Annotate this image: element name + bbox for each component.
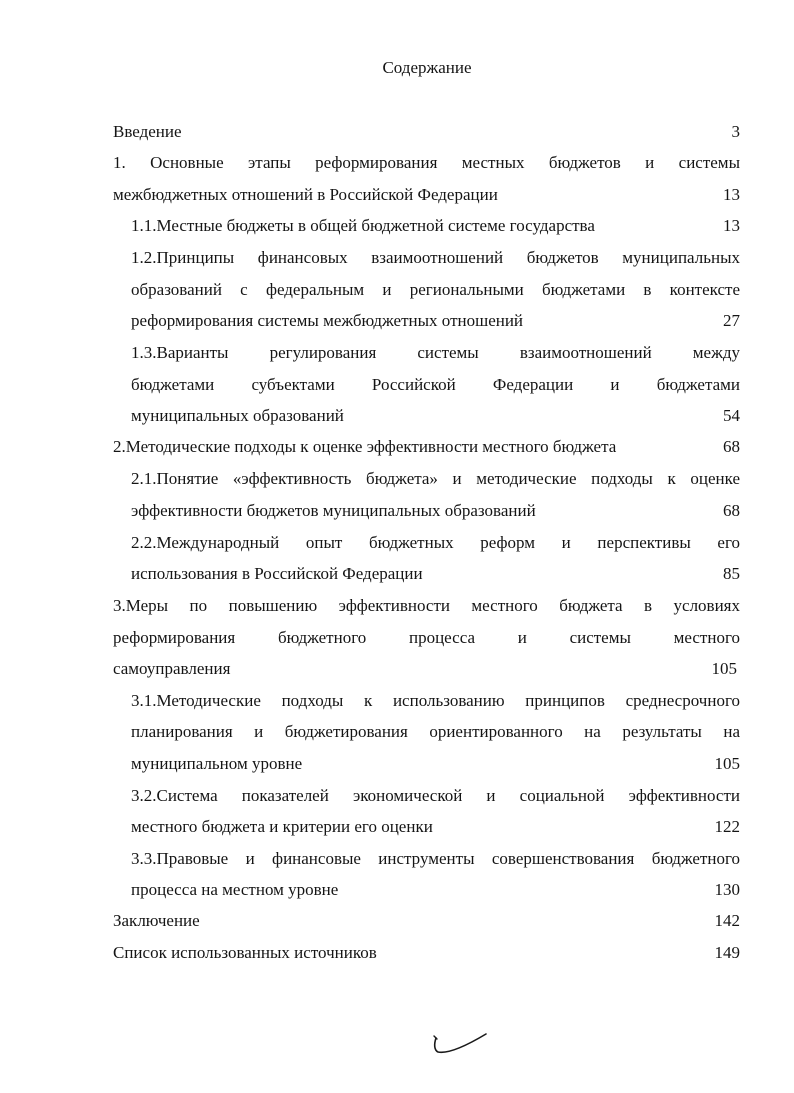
toc-page-number: 13 (723, 216, 740, 235)
toc-page-number: 68 (723, 437, 740, 456)
toc-entry-chapter-1[interactable]: 1. Основные этапы реформирования местных бюджетов и системы (113, 153, 740, 172)
signature-mark-icon (428, 1030, 490, 1060)
toc-entry-chapter-3-cont: реформирования бюджетного процесса и системы местного (113, 628, 740, 647)
toc-entry-section-3-1[interactable]: 3.1.Методические подходы к использованию принципов среднесрочного (131, 691, 740, 710)
toc-entry-section-1-3[interactable]: 1.3.Варианты регулирования системы взаимоотношений между (131, 343, 740, 362)
toc-entry-chapter-3-cont: самоуправления (113, 659, 231, 678)
toc-entry-conclusion[interactable]: Заключение (113, 911, 200, 930)
toc-entry-section-1-1[interactable]: 1.1.Местные бюджеты в общей бюджетной системе государства (131, 216, 595, 235)
toc-entry-section-3-3[interactable]: 3.3.Правовые и финансовые инструменты совершенствования бюджетного (131, 849, 740, 868)
toc-entry-section-3-3-cont: процесса на местном уровне (131, 880, 339, 899)
toc-entry-section-3-2[interactable]: 3.2.Система показателей экономической и социальной эффективности (131, 786, 740, 805)
toc-page-number: 85 (723, 564, 740, 583)
toc-entry-section-2-1-cont: эффективности бюджетов муниципальных образований (131, 501, 536, 520)
toc-page-number: 3 (731, 122, 740, 141)
toc-entry-chapter-1-cont: межбюджетных отношений в Российской Федерации (113, 185, 498, 204)
toc-page-number: 105 (711, 659, 737, 678)
toc-entry-section-1-2-cont: образований с федеральным и региональными бюджетами в контексте (131, 280, 740, 299)
toc-page-number: 27 (723, 311, 740, 330)
toc-entry-section-2-1[interactable]: 2.1.Понятие «эффективность бюджета» и методические подходы к оценке (131, 469, 740, 488)
toc-page-number: 130 (714, 880, 740, 899)
toc-entry-section-1-2-cont: реформирования системы межбюджетных отношений (131, 311, 524, 330)
toc-page-number: 105 (714, 754, 740, 773)
toc-entry-section-3-1-cont: муниципальном уровне (131, 754, 303, 773)
toc-entry-section-3-2-cont: местного бюджета и критерии его оценки (131, 817, 433, 836)
toc-entry-chapter-2[interactable]: 2.Методические подходы к оценке эффективности местного бюджета (113, 437, 617, 456)
toc-page-number: 149 (714, 943, 740, 962)
toc-page-number: 68 (723, 501, 740, 520)
toc-page-number: 13 (723, 185, 740, 204)
toc-entry-section-2-2-cont: использования в Российской Федерации (131, 564, 423, 583)
toc-page-number: 122 (714, 817, 740, 836)
toc-entry-references[interactable]: Список использованных источников (113, 943, 377, 962)
toc-entry-chapter-3[interactable]: 3.Меры по повышению эффективности местного бюджета в условиях (113, 596, 740, 615)
toc-entry-section-2-2[interactable]: 2.2.Международный опыт бюджетных реформ и перспективы его (131, 533, 740, 552)
toc-entry-section-1-3-cont: муниципальных образований (131, 406, 344, 425)
toc-page-number: 142 (714, 911, 740, 930)
toc-entry-intro[interactable]: Введение (113, 122, 182, 141)
toc-entry-section-3-1-cont: планирования и бюджетирования ориентированного на результаты на (131, 722, 740, 741)
toc-entry-section-1-3-cont: бюджетами субъектами Российской Федерации и бюджетами (131, 375, 740, 394)
toc-page-number: 54 (723, 406, 740, 425)
toc-entry-section-1-2[interactable]: 1.2.Принципы финансовых взаимоотношений бюджетов муниципальных (131, 248, 740, 267)
page-title: Содержание (382, 58, 472, 77)
